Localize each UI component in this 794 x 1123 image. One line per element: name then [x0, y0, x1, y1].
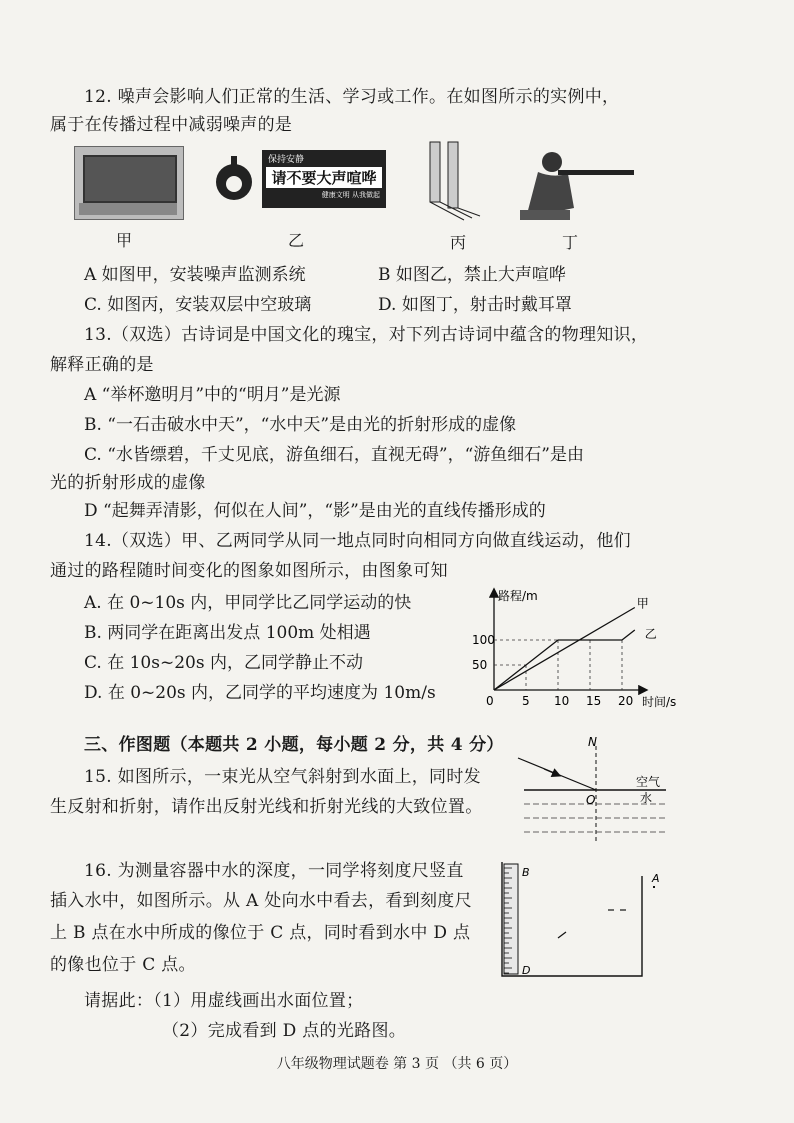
q12-line1: 12. 噪声会影响人们正常的生活、学习或工作。在如图所示的实例中， — [84, 87, 620, 107]
series-line-1 — [494, 608, 635, 691]
x-tick-label: 20 — [618, 694, 634, 708]
x-tick-label: 15 — [586, 694, 602, 708]
container-outline — [502, 862, 642, 976]
y-axis-label: 路程/m — [498, 589, 538, 603]
q13-line1: 13.（双选）古诗词是中国文化的瑰宝，对下列古诗词中蕴含的物理知识， — [84, 325, 649, 345]
point-o-label: O — [586, 793, 596, 807]
q13-option-c-line1: C. “水皆缥碧，千丈见底，游鱼细石，直视无碍”，“游鱼细石”是由 — [84, 445, 584, 465]
page-footer: 八年级物理试题卷 第 3 页 （共 6 页） — [276, 1056, 518, 1072]
q14-line1: 14.（双选）甲、乙两同学从同一地点同时向相同方向做直线运动，他们 — [84, 531, 631, 551]
light-refraction-figure — [514, 734, 666, 846]
q13-option-b: B. “一石击破水中天”，“水中天”是由光的折射形成的虚像 — [84, 415, 517, 435]
double-glass-window-picture — [424, 140, 484, 222]
q13-option-a: A “举杯邀明月”中的“明月”是光源 — [84, 385, 341, 405]
point-a-label: A — [652, 872, 660, 885]
q12-line2: 属于在传播过程中减弱噪声的是 — [50, 115, 293, 135]
q12-option-d: D. 如图丁，射击时戴耳罩 — [378, 295, 572, 315]
q13-option-c-line2: 光的折射形成的虚像 — [50, 473, 206, 493]
series-label-1: 甲 — [636, 596, 649, 611]
x-tick-label: 5 — [522, 694, 530, 708]
label-ding: 丁 — [562, 233, 579, 252]
q12-option-b: B 如图乙，禁止大声喧哗 — [378, 265, 566, 285]
x-tick-label: 10 — [554, 694, 570, 708]
shooter-drawing — [518, 148, 636, 222]
q14-option-b: B. 两同学在距离出发点 100m 处相遇 — [84, 623, 371, 643]
point-b-label: B — [522, 866, 530, 879]
label-bing: 丙 — [450, 233, 467, 252]
q16-line2: 插入水中，如图所示。从 A 处向水中看去，看到刻度尺 — [50, 891, 472, 911]
x-axis-label: 时间/s — [642, 695, 677, 709]
ruler-container-figure — [496, 858, 666, 980]
shush-icon — [212, 152, 256, 212]
origin-label: 0 — [486, 694, 494, 708]
q16-instruction-1: 请据此：（1）用虚线画出水面位置； — [84, 991, 364, 1011]
q14-line2: 通过的路程随时间变化的图象如图所示，由图象可知 — [50, 561, 448, 581]
no-shouting-sign-picture — [212, 146, 388, 212]
y-tick-label: 100 — [472, 633, 495, 647]
q16-line4: 的像也位于 C 点。 — [50, 955, 196, 975]
point-d-label: D — [522, 964, 531, 977]
scratch-mark — [558, 932, 566, 938]
q12-option-a: A 如图甲，安装噪声监测系统 — [84, 265, 306, 285]
q12-option-c: C. 如图丙，安装双层中空玻璃 — [84, 295, 312, 315]
q13-line2: 解释正确的是 — [50, 355, 154, 375]
label-jia: 甲 — [116, 231, 133, 250]
distance-time-chart — [470, 578, 700, 718]
y-tick-label: 50 — [472, 658, 488, 672]
sign-main-text: 请不要大声喧哗 — [266, 167, 382, 188]
q15-line2: 生反射和折射，请作出反射光线和折射光线的大致位置。 — [50, 797, 483, 817]
water-label: 水 — [640, 791, 653, 805]
sign-small-bottom: 健康文明 从我做起 — [321, 191, 380, 199]
q15-line1: 15. 如图所示，一束光从空气斜射到水面上，同时发 — [84, 767, 481, 787]
series-label-2: 乙 — [644, 627, 657, 641]
air-label: 空气 — [636, 775, 661, 789]
series-line-2 — [494, 630, 635, 690]
q16-instruction-2: （2）完成看到 D 点的光路图。 — [162, 1021, 407, 1041]
window-frame-drawing — [424, 140, 484, 222]
q16-line3: 上 B 点在水中所成的像位于 C 点，同时看到水中 D 点 — [50, 923, 471, 943]
label-yi: 乙 — [288, 231, 305, 250]
sign-small-top: 保持安静 — [268, 155, 305, 165]
noise-monitor-picture — [74, 146, 184, 220]
ruler — [504, 864, 518, 974]
q13-option-d: D “起舞弄清影，何似在人间”，“影”是由光的直线传播形成的 — [84, 501, 546, 521]
shooter-with-earmuffs-picture — [518, 148, 636, 222]
section3-title: 三、作图题（本题共 2 小题，每小题 2 分，共 4 分） — [84, 735, 504, 755]
q14-option-c: C. 在 10s~20s 内，乙同学静止不动 — [84, 653, 363, 673]
q14-option-a: A. 在 0~10s 内，甲同学比乙同学运动的快 — [84, 593, 412, 613]
q16-line1: 16. 为测量容器中水的深度，一同学将刻度尺竖直 — [84, 861, 464, 881]
normal-label: N — [588, 735, 597, 749]
q14-option-d: D. 在 0~20s 内，乙同学的平均速度为 10m/s — [84, 683, 436, 703]
incident-ray-arrow — [544, 769, 558, 775]
